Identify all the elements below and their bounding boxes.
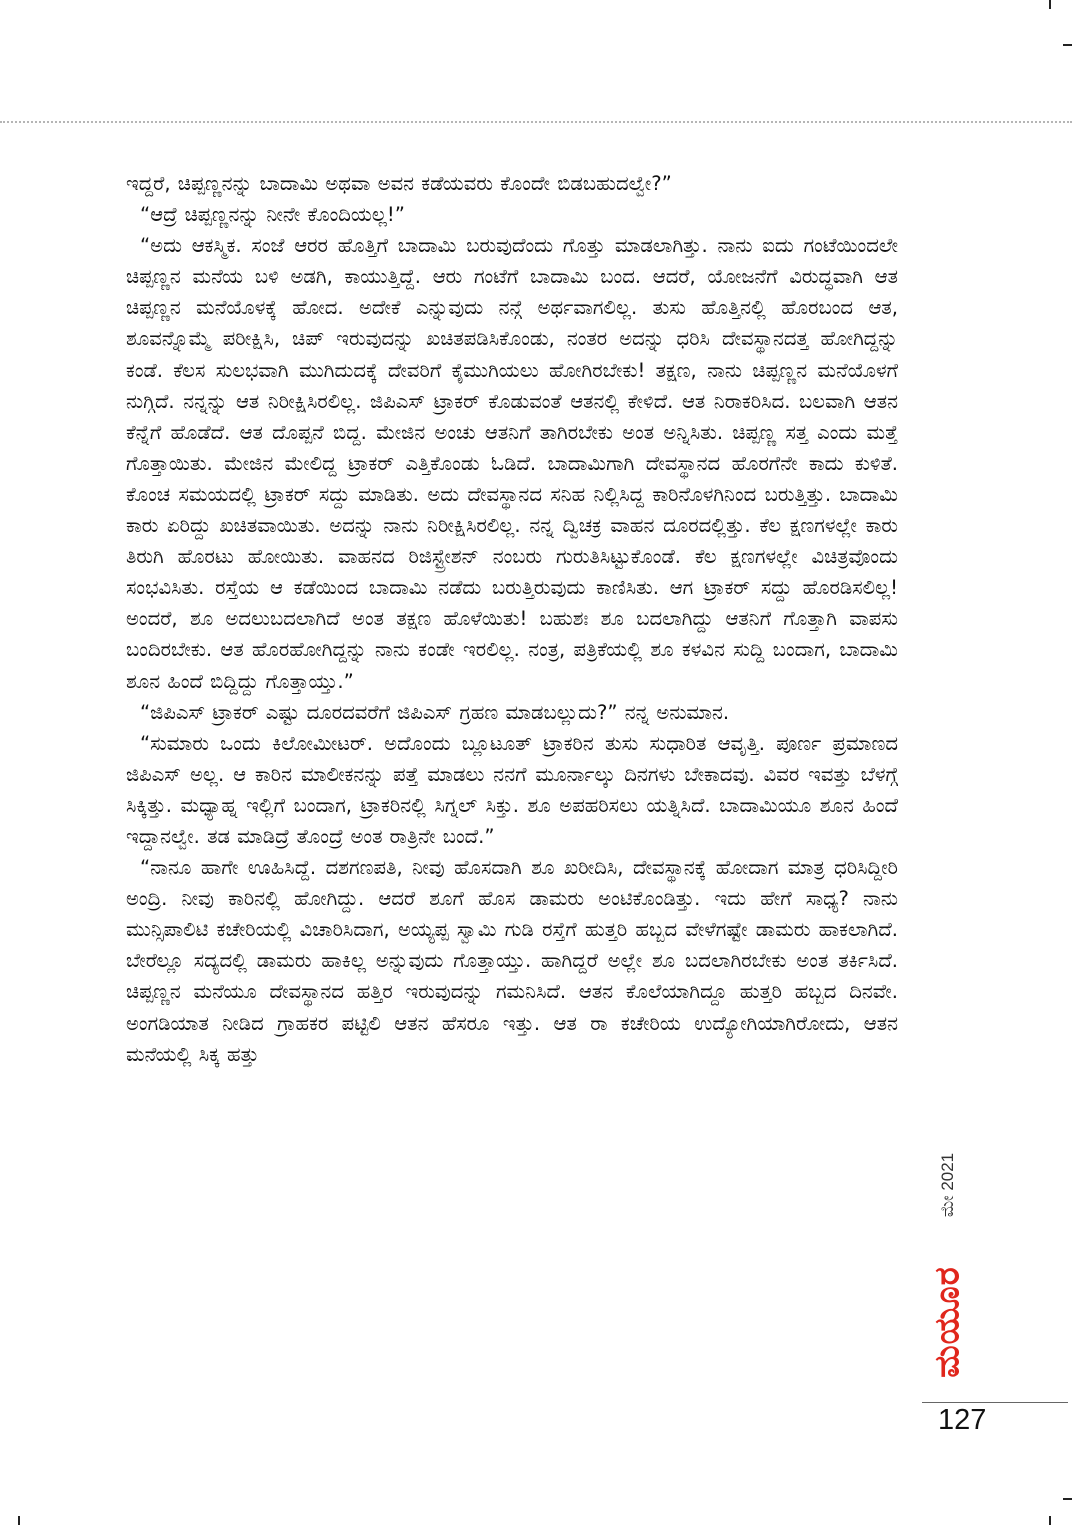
paragraph-answer: “ಸುಮಾರು ಒಂದು ಕಿಲೋಮೀಟರ್. ಅದೊಂದು ಬ್ಲೂಟೂತ್ ಟ್ರಾಕರಿನ ತುಸು ಸುಧಾರಿತ ಆವೃತ್ತಿ. ಪೂರ್ಣ ಪ್ರಮಾಣದ ಜಿಪಿಎಸ್ ಅಲ್ಲ. ಆ ಕಾರಿನ ಮಾಲೀಕನನ್ನು ಪತ್ತೆ ಮಾಡಲು ನನಗೆ ಮೂರ್ನಾಲ್ಕು ದಿನಗಳು ಬೇಕಾದವು. ವಿವರ ಇವತ್ತು ಬೆಳಗ್ಗೆ ಸಿಕ್ಕಿತ್ತು. ಮಧ್ಯಾಹ್ನ ಇಲ್ಲಿಗೆ ಬಂದಾಗ, ಟ್ರಾಕರಿನಲ್ಲಿ ಸಿಗ್ನಲ್ ಸಿಕ್ತು. ಶೂ ಅಪಹರಿಸಲು ಯತ್ನಿಸಿದೆ. ಬಾದಾಮಿಯೂ ಶೂನ ಹಿಂದೆ ಇದ್ದಾನಲ್ವೇ. ತಡ ಮಾಡಿದ್ರೆ ತೊಂದ್ರೆ ಅಂತ ರಾತ್ರಿನೇ ಬಂದೆ.” [126,731,898,848]
magazine-logo: ಮಯೂರ [928,1266,968,1378]
paragraph-accusation: “ಆದ್ರೆ ಚಿಪ್ಪಣ್ಣನನ್ನು ನೀನೇ ಕೊಂದಿಯಲ್ಲ!” [140,203,405,227]
paragraph-question: “ಜಿಪಿಎಸ್ ಟ್ರಾಕರ್ ಎಷ್ಟು ದೂರದವರೆಗೆ ಜಿಪಿಎಸ್ ಗ್ರಹಣ ಮಾಡಬಲ್ಲುದು?” ನನ್ನ ಅನುಮಾನ. [140,700,730,724]
paragraph-continuation: ಇದ್ದರೆ, ಚಿಪ್ಪಣ್ಣನನ್ನು ಬಾದಾಮಿ ಅಥವಾ ಅವನ ಕಡೆಯವರು ಕೊಂದೇ ಬಿಡಬಹುದಲ್ವೇ?” [126,172,672,195]
issue-date: ಮೇ 2021 [938,1152,958,1218]
header-dotted-rule [0,121,1072,123]
page-number: 127 [938,1404,987,1436]
crop-mark-top-right [1049,0,1051,9]
article-body [126,168,898,1070]
paragraph-confession: “ಅದು ಆಕಸ್ಮಿಕ. ಸಂಜೆ ಆರರ ಹೊತ್ತಿಗೆ ಬಾದಾಮಿ ಬರುವುದೆಂದು ಗೊತ್ತು ಮಾಡಲಾಗಿತ್ತು. ನಾನು ಐದು ಗಂಟೆಯಿಂದಲೇ ಚಿಪ್ಪಣ್ಣನ ಮನೆಯ ಬಳಿ ಅಡಗಿ, ಕಾಯುತ್ತಿದ್ದೆ. ಆರು ಗಂಟೆಗೆ ಬಾದಾಮಿ ಬಂದ. ಆದರೆ, ಯೋಜನೆಗೆ ವಿರುದ್ಧವಾಗಿ ಆತ ಚಿಪ್ಪಣ್ಣನ ಮನೆಯೊಳಕ್ಕೆ ಹೋದ. ಅದೇಕೆ ಎನ್ನುವುದು ನನ್ಗೆ ಅರ್ಥವಾಗಲಿಲ್ಲ. ತುಸು ಹೊತ್ತಿನಲ್ಲಿ ಹೊರಬಂದ ಆತ, ಶೂವನ್ನೊಮ್ಮೆ ಪರೀಕ್ಷಿಸಿ, ಚಿಪ್ ಇರುವುದನ್ನು ಖಚಿತಪಡಿಸಿಕೊಂಡು, ನಂತರ ಅದನ್ನು ಧರಿಸಿ ದೇವಸ್ಥಾನದತ್ತ ಹೋಗಿದ್ದನ್ನು ಕಂಡೆ. ಕೆಲಸ ಸುಲಭವಾಗಿ ಮುಗಿದುದಕ್ಕೆ ದೇವರಿಗೆ ಕೈಮುಗಿಯಲು ಹೋಗಿರಬೇಕು! ತಕ್ಷಣ, ನಾನು ಚಿಪ್ಪಣ್ಣನ ಮನೆಯೊಳಗೆ ನುಗ್ಗಿದೆ. ನನ್ನನ್ನು ಆತ ನಿರೀಕ್ಷಿಸಿರಲಿಲ್ಲ. ಜಿಪಿಎಸ್ ಟ್ರಾಕರ್ ಕೊಡುವಂತೆ ಆತನಲ್ಲಿ ಕೇಳಿದೆ. ಆತ ನಿರಾಕರಿಸಿದ. ಬಲವಾಗಿ ಆತನ ಕೆನ್ನೆಗೆ ಹೊಡೆದೆ. ಆತ ದೊಪ್ಪನೆ ಬಿದ್ದ. ಮೇಜಿನ ಅಂಚು ಆತನಿಗೆ ತಾಗಿರಬೇಕು ಅಂತ ಅನ್ನಿಸಿತು. ಚಿಪ್ಪಣ್ಣ ಸತ್ತ ಎಂದು ಮತ್ತೆ ಗೊತ್ತಾಯಿತು. ಮೇಜಿನ ಮೇಲಿದ್ದ ಟ್ರಾಕರ್ ಎತ್ತಿಕೊಂಡು ಓಡಿದೆ. ಬಾದಾಮಿಗಾಗಿ ದೇವಸ್ಥಾನದ ಹೊರಗೆನೇ ಕಾದು ಕುಳಿತೆ. ಕೊಂಚ ಸಮಯದಲ್ಲಿ ಟ್ರಾಕರ್ ಸದ್ದು ಮಾಡಿತು. ಅದು ದೇವಸ್ಥಾನದ ಸನಿಹ ನಿಲ್ಲಿಸಿದ್ದ ಕಾರಿನೊಳಗಿನಿಂದ ಬರುತ್ತಿತ್ತು. ಬಾದಾಮಿ ಕಾರು ಏರಿದ್ದು ಖಚಿತವಾಯಿತು. ಅದನ್ನು ನಾನು ನಿರೀಕ್ಷಿಸಿರಲಿಲ್ಲ. ನನ್ನ ದ್ವಿಚಕ್ರ ವಾಹನ ದೂರದಲ್ಲಿತ್ತು. ಕೆಲ ಕ್ಷಣಗಳಲ್ಲೇ ಕಾರು ತಿರುಗಿ ಹೊರಟು ಹೋಯಿತು. ವಾಹನದ ರಿಜಿಸ್ಟ್ರೇಶನ್ ನಂಬರು ಗುರುತಿಸಿಟ್ಟುಕೊಂಡೆ. ಕೆಲ ಕ್ಷಣಗಳಲ್ಲೇ ವಿಚಿತ್ರವೊಂದು ಸಂಭವಿಸಿತು. ರಸ್ತೆಯ ಆ ಕಡೆಯಿಂದ ಬಾದಾಮಿ ನಡೆದು ಬರುತ್ತಿರುವುದು ಕಾಣಿಸಿತು. ಆಗ ಟ್ರಾಕರ್ ಸದ್ದು ಹೊರಡಿಸಲಿಲ್ಲ! ಅಂದರೆ, ಶೂ ಅದಲುಬದಲಾಗಿದೆ ಅಂತ ತಕ್ಷಣ ಹೊಳೆಯಿತು! ಬಹುಶಃ ಶೂ ಬದಲಾಗಿದ್ದು ಆತನಿಗೆ ಗೊತ್ತಾಗಿ ವಾಪಸು ಬಂದಿರಬೇಕು. ಆತ ಹೊರಹೋಗಿದ್ದನ್ನು ನಾನು ಕಂಡೇ ಇರಲಿಲ್ಲ. ನಂತ್ರ, ಪತ್ರಿಕೆಯಲ್ಲಿ ಶೂ ಕಳವಿನ ಸುದ್ದಿ ಬಂದಾಗ, ಬಾದಾಮಿ ಶೂನ ಹಿಂದೆ ಬಿದ್ದಿದ್ದು ಗೊತ್ತಾಯ್ತು.” [126,234,898,693]
crop-mark-right-upper [1063,44,1072,46]
crop-mark-right-lower [1063,1498,1072,1500]
paragraph-deduction: “ನಾನೂ ಹಾಗೇ ಊಹಿಸಿದ್ದೆ. ದಶಗಣಪತಿ, ನೀವು ಹೊಸದಾಗಿ ಶೂ ಖರೀದಿಸಿ, ದೇವಸ್ಥಾನಕ್ಕೆ ಹೋದಾಗ ಮಾತ್ರ ಧರಿಸಿದ್ದೀರಿ ಅಂದ್ರಿ. ನೀವು ಕಾರಿನಲ್ಲಿ ಹೋಗಿದ್ದು. ಆದರೆ ಶೂಗೆ ಹೊಸ ಡಾಮರು ಅಂಟಿಕೊಂಡಿತ್ತು. ಇದು ಹೇಗೆ ಸಾಧ್ಯ? ನಾನು ಮುನ್ಸಿಪಾಲಿಟಿ ಕಚೇರಿಯಲ್ಲಿ ವಿಚಾರಿಸಿದಾಗ, ಅಯ್ಯಪ್ಪ ಸ್ವಾಮಿ ಗುಡಿ ರಸ್ತೆಗೆ ಹುತ್ತರಿ ಹಬ್ಬದ ವೇಳೆಗಷ್ಟೇ ಡಾಮರು ಹಾಕಲಾಗಿದೆ. ಬೇರೆಲ್ಲೂ ಸದ್ಯದಲ್ಲಿ ಡಾಮರು ಹಾಕಿಲ್ಲ ಅನ್ನುವುದು ಗೊತ್ತಾಯ್ತು. ಹಾಗಿದ್ದರೆ ಅಲ್ಲೇ ಶೂ ಬದಲಾಗಿರಬೇಕು ಅಂತ ತರ್ಕಿಸಿದೆ. ಚಿಪ್ಪಣ್ಣನ ಮನೆಯೂ ದೇವಸ್ಥಾನದ ಹತ್ತಿರ ಇರುವುದನ್ನು ಗಮನಿಸಿದೆ. ಆತನ ಕೊಲೆಯಾಗಿದ್ದೂ ಹುತ್ತರಿ ಹಬ್ಬದ ದಿನವೇ. ಅಂಗಡಿಯಾತ ನೀಡಿದ ಗ್ರಾಹಕರ ಪಟ್ಟಿಲಿ ಆತನ ಹೆಸರೂ ಇತ್ತು. ಆತ ರಾ ಕಚೇರಿಯ ಉದ್ಯೋಗಿಯಾಗಿರೋದು, ಆತನ ಮನೆಯಲ್ಲಿ ಸಿಕ್ಕ ಹತ್ತು [126,856,898,1066]
folio-rule [922,1402,1068,1403]
crop-mark-bottom-left [18,1516,20,1525]
crop-mark-bottom-right [1049,1516,1051,1525]
sidebar-masthead [922,1135,974,1405]
